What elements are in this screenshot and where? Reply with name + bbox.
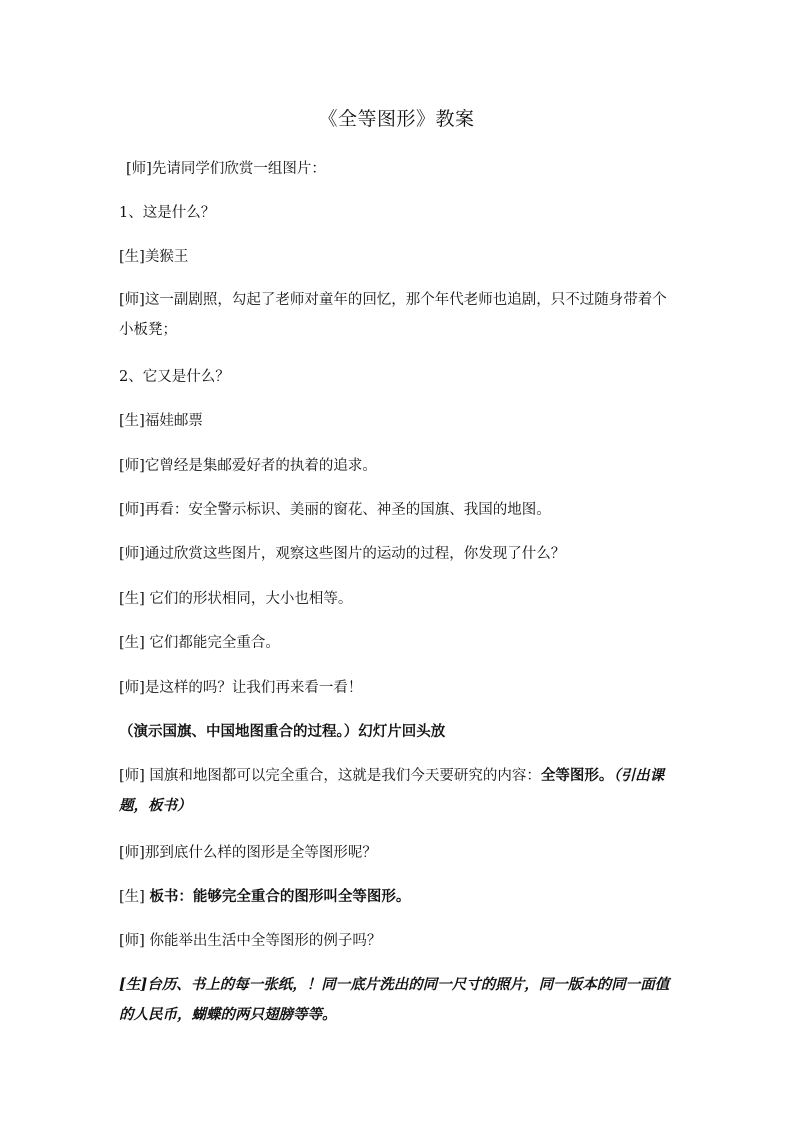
board-note: （引出课题，板书） [119, 767, 665, 814]
concept-term: 全等图形。 [540, 767, 614, 784]
document-title: 《全等图形》教案 [318, 108, 475, 130]
paragraph-17: [师] 你能举出生活中全等图形的例子吗？ [119, 933, 382, 949]
paragraph-13: （演示国旗、中国地图重合的过程。）幻灯片回头放 [119, 723, 446, 740]
paragraph-10: [生] 它们的形状相同，大小也相等。 [119, 591, 353, 607]
paragraph-16-prefix: [生] [119, 889, 150, 905]
paragraph-14-text: [师] 国旗和地图都可以完全重合，这就是我们今天要研究的内容： [119, 768, 541, 784]
paragraph-16 [119, 886, 679, 908]
paragraph-1: [师]先请同学们欣赏一组图片： [126, 161, 326, 177]
paragraph-18: [生]台历、书上的每一张纸，！同一底片洗出的同一尺寸的照片，同一版本的同一面值的人民币，蝴蝶的两只翅膀等等。 [119, 976, 670, 1023]
paragraph-9: [师]通过欣赏这些图片，观察这些图片的运动的过程，你发现了什么？ [119, 546, 566, 562]
paragraph-7: [师]它曾经是集邮爱好者的执着的追求。 [119, 458, 377, 474]
paragraph-8: [师]再看：安全警示标识、美丽的窗花、神圣的国旗、我国的地图。 [119, 502, 551, 518]
definition-text: 板书：能够完全重合的图形叫全等图形。 [149, 888, 411, 905]
paragraph-5: 2、它又是什么？ [119, 369, 230, 385]
paragraph-15: [师]那到底什么样的图形是全等图形呢？ [119, 845, 377, 861]
paragraph-2: 1、这是什么？ [119, 205, 216, 221]
paragraph-12: [师]是这样的吗？让我们再来看一看！ [119, 680, 363, 696]
paragraph-6: [生]福娃邮票 [119, 413, 203, 429]
paragraph-11: [生] 它们都能完全重合。 [119, 635, 280, 651]
paragraph-14 [119, 761, 679, 821]
paragraph-4: [师]这一副剧照，勾起了老师对童年的回忆，那个年代老师也追剧，只不过随身带着个小板凳； [119, 292, 667, 338]
paragraph-3: [生]美猴王 [119, 249, 189, 265]
